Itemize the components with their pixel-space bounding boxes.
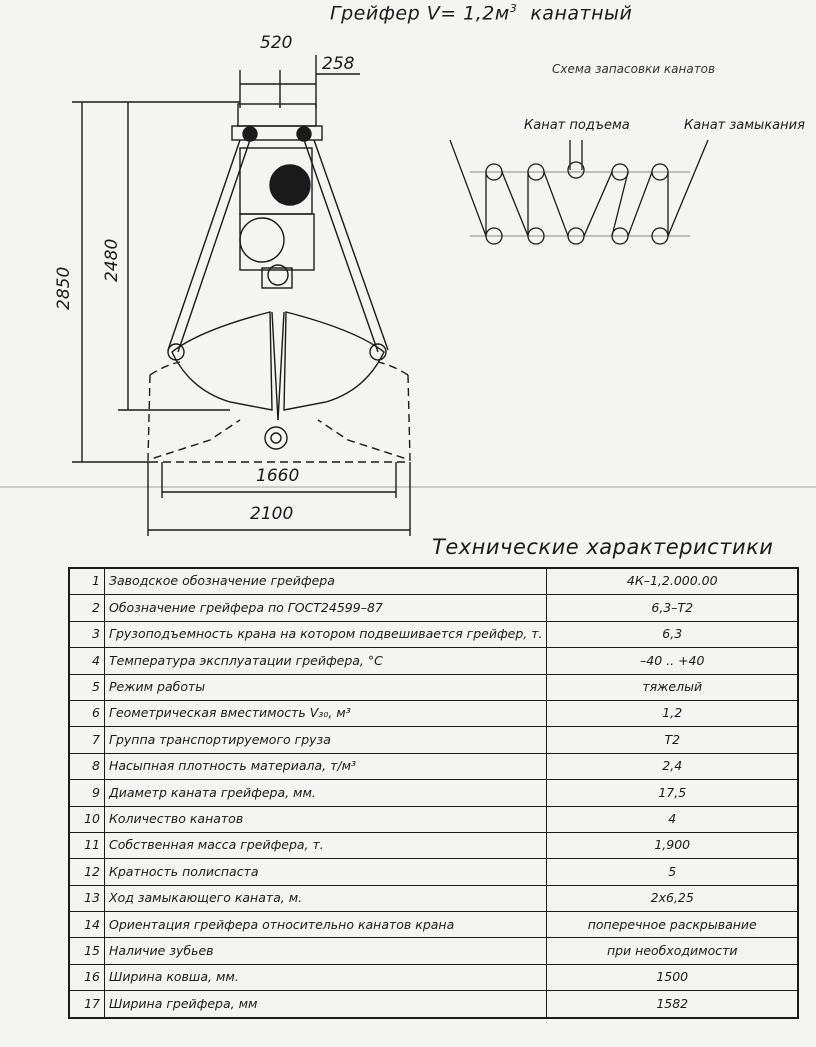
- table-row: [69, 568, 798, 595]
- row-value: Т2: [547, 727, 798, 753]
- table-row: [69, 753, 798, 779]
- row-number: 7: [69, 727, 105, 753]
- row-parameter: Ширина грейфера, мм: [105, 991, 547, 1018]
- row-number: 16: [69, 964, 105, 990]
- row-number: 4: [69, 648, 105, 674]
- spec-table: [68, 567, 799, 1019]
- table-row: [69, 780, 798, 806]
- title-superscript: 3: [509, 2, 518, 15]
- table-row: [69, 964, 798, 990]
- row-value: 17,5: [547, 780, 798, 806]
- row-parameter: Ход замыкающего каната, м.: [105, 885, 547, 911]
- dim-top-width: 520: [260, 33, 293, 53]
- row-value: 1500: [547, 964, 798, 990]
- dim-top-offset: 258: [322, 54, 355, 74]
- drawing-title: [330, 2, 632, 24]
- row-number: 11: [69, 832, 105, 858]
- rope-scheme-title: Схема запасовки канатов: [552, 62, 716, 76]
- spec-table-body: [69, 568, 798, 1018]
- row-value: 1,2: [547, 700, 798, 726]
- row-value: 1582: [547, 991, 798, 1018]
- row-value: –40 .. +40: [547, 648, 798, 674]
- lift-rope-label: Канат подъема: [524, 118, 630, 133]
- row-parameter: Геометрическая вместимость V₃₀, м³: [105, 700, 547, 726]
- table-row: [69, 727, 798, 753]
- table-row: [69, 648, 798, 674]
- row-parameter: Заводское обозначение грейфера: [105, 568, 547, 595]
- row-value: 6,3–Т2: [547, 595, 798, 621]
- table-row: [69, 595, 798, 621]
- row-number: 10: [69, 806, 105, 832]
- dim-bottom-total: 2100: [250, 504, 294, 524]
- dim-bottom-inner: 1660: [256, 466, 300, 486]
- row-number: 8: [69, 753, 105, 779]
- row-parameter: Обозначение грейфера по ГОСТ24599–87: [105, 595, 547, 621]
- row-value: поперечное раскрывание: [547, 912, 798, 938]
- row-value: 4: [547, 806, 798, 832]
- row-parameter: Грузоподъемность крана на котором подвешивается грейфер, т.: [105, 621, 547, 647]
- row-value: 1,900: [547, 832, 798, 858]
- row-parameter: Ширина ковша, мм.: [105, 964, 547, 990]
- row-number: 3: [69, 621, 105, 647]
- table-row: [69, 912, 798, 938]
- row-parameter: Ориентация грейфера относительно канатов крана: [105, 912, 547, 938]
- row-parameter: Режим работы: [105, 674, 547, 700]
- row-value: 6,3: [547, 621, 798, 647]
- title-text: Грейфер V= 1,2м: [330, 2, 510, 25]
- close-rope-label: Канат замыкания: [684, 118, 805, 133]
- row-number: 1: [69, 568, 105, 595]
- row-parameter: Группа транспортируемого груза: [105, 727, 547, 753]
- table-row: [69, 700, 798, 726]
- row-number: 17: [69, 991, 105, 1018]
- row-parameter: Температура эксплуатации грейфера, °С: [105, 648, 547, 674]
- dim-height-inner: 2480: [102, 238, 122, 282]
- row-number: 5: [69, 674, 105, 700]
- row-parameter: Наличие зубьев: [105, 938, 547, 964]
- row-parameter: Собственная масса грейфера, т.: [105, 832, 547, 858]
- table-row: [69, 806, 798, 832]
- row-number: 9: [69, 780, 105, 806]
- row-parameter: Кратность полиспаста: [105, 859, 547, 885]
- row-number: 6: [69, 700, 105, 726]
- row-parameter: Насыпная плотность материала, т/м³: [105, 753, 547, 779]
- table-row: [69, 859, 798, 885]
- dim-height-total: 2850: [54, 266, 74, 310]
- row-number: 15: [69, 938, 105, 964]
- row-parameter: Количество канатов: [105, 806, 547, 832]
- table-row: [69, 621, 798, 647]
- table-row: [69, 885, 798, 911]
- row-value: 2,4: [547, 753, 798, 779]
- table-row: [69, 674, 798, 700]
- row-number: 13: [69, 885, 105, 911]
- table-row: [69, 938, 798, 964]
- row-value: тяжелый: [547, 674, 798, 700]
- row-number: 12: [69, 859, 105, 885]
- title-suffix: канатный: [530, 2, 633, 25]
- row-value: 2х6,25: [547, 885, 798, 911]
- row-value: при необходимости: [547, 938, 798, 964]
- row-value: 5: [547, 859, 798, 885]
- row-number: 2: [69, 595, 105, 621]
- row-parameter: Диаметр каната грейфера, мм.: [105, 780, 547, 806]
- row-value: 4К–1,2.000.00: [547, 568, 798, 595]
- table-row: [69, 991, 798, 1018]
- spec-section-title: Технические характеристики: [432, 535, 774, 559]
- table-row: [69, 832, 798, 858]
- row-number: 14: [69, 912, 105, 938]
